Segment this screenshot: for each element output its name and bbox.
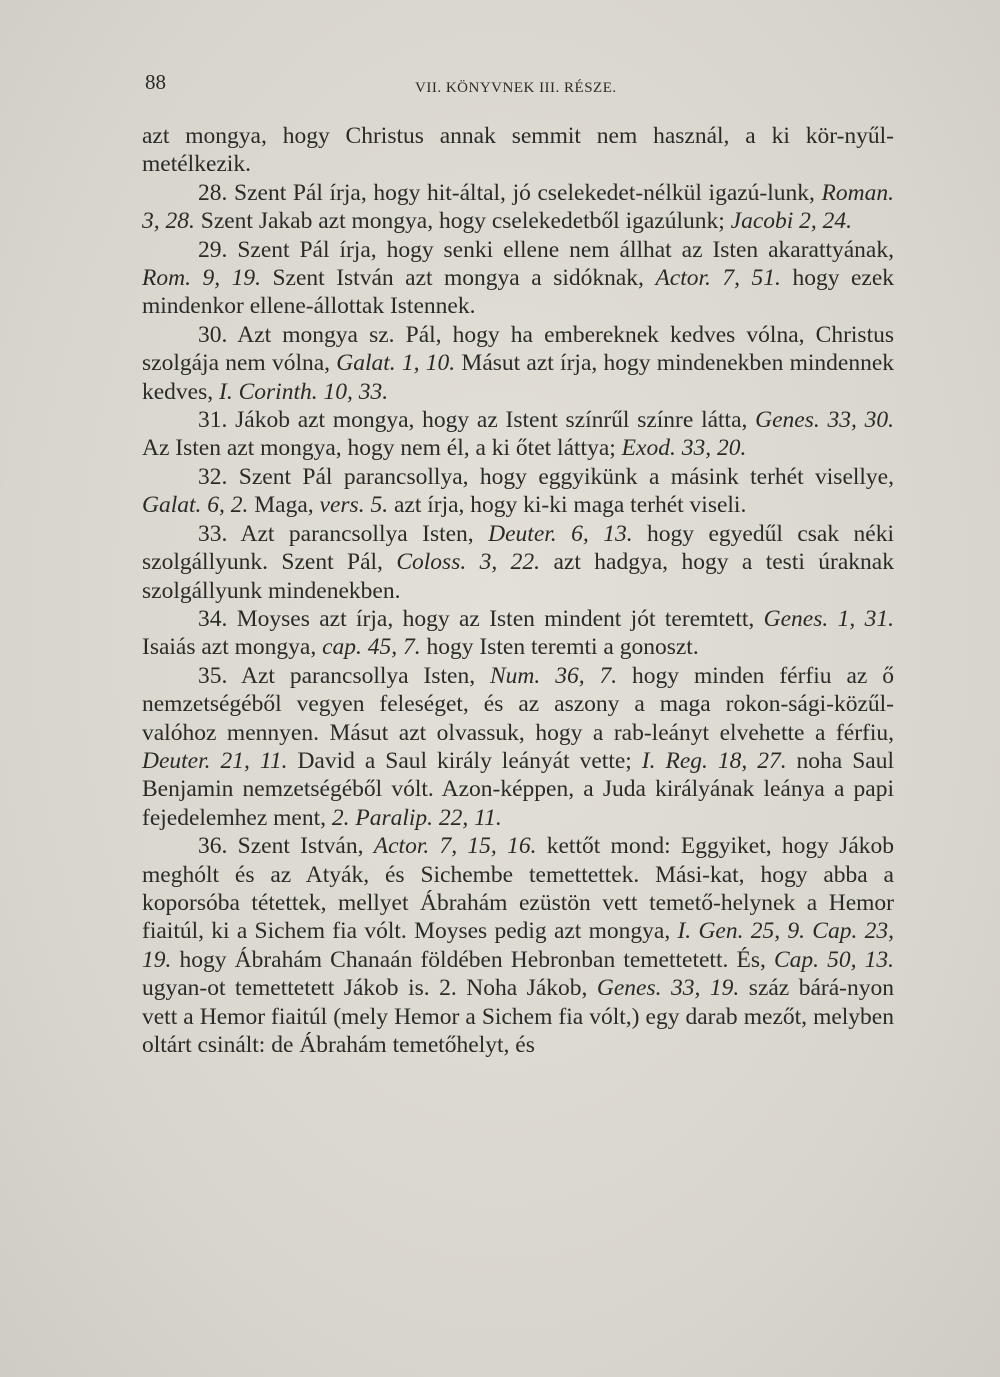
scripture-reference: Genes. 33, 19.: [596, 975, 740, 1002]
scripture-reference: vers. 5.: [319, 492, 389, 519]
scripture-reference: Cap. 50, 13.: [773, 946, 894, 973]
paragraph-text: Szent István azt mongya a sidóknak,: [260, 265, 656, 292]
scripture-reference: Galat. 1, 10.: [336, 350, 456, 377]
scripture-reference: Actor. 7, 51.: [655, 265, 781, 292]
paragraph-cont: [142, 122, 894, 179]
page-header: [145, 70, 880, 100]
paragraph-29: [142, 236, 894, 321]
paragraph-text: 29. Szent Pál írja, hogy senki ellene nem állhat az Isten akarattyának,: [198, 236, 894, 263]
paragraph-text: azt írja, hogy ki-ki maga terhét viseli.: [388, 492, 747, 519]
scripture-reference: cap. 45, 7.: [322, 634, 421, 661]
scripture-reference: Deuter. 6, 13.: [488, 520, 633, 547]
running-head: VII. KÖNYVNEK III. RÉSZE.: [415, 80, 617, 96]
scripture-reference: I. Reg. 18, 27.: [641, 747, 787, 774]
paragraph-text: 36. Szent István,: [198, 833, 374, 860]
page-number: 88: [145, 70, 166, 94]
scripture-reference: Genes. 33, 30.: [755, 407, 894, 434]
paragraph-35: [142, 662, 894, 832]
paragraph-text: Isaiás azt mongya,: [142, 634, 323, 661]
paragraph-text: Maga,: [248, 492, 320, 519]
paragraph-34: [142, 605, 894, 662]
paragraph-text: David a Saul király leányát vette;: [287, 747, 642, 774]
paragraph-text: hogy egyedűl csak néki szolgállyunk. Szent Pál,: [142, 520, 894, 576]
paragraph-31: [142, 406, 894, 463]
paragraph-30: [142, 321, 894, 406]
scripture-reference: I. Gen. 25, 9. Cap. 23, 19.: [142, 918, 894, 973]
paragraph-text: 32. Szent Pál parancsollya, hogy eggyikünk a másink terhét visellye,: [198, 463, 894, 490]
paragraph-text: 31. Jákob azt mongya, hogy az Istent színrűl színre látta,: [198, 407, 756, 434]
paragraph-text: 34. Moyses azt írja, hogy az Isten mindent jót teremtett,: [198, 605, 764, 632]
scripture-reference: Genes. 1, 31.: [763, 605, 895, 632]
paragraph-text: száz bárá-nyon vett a Hemor fiaitúl (mely Hemor a Sichem fia vólt,) egy darab mezőt, melyben oltárt csinált: de Ábrahám temetőhelyt, és: [142, 975, 895, 1058]
paragraph-text: 30. Azt mongya sz. Pál, hogy ha embereknek kedves vólna, Christus szolgája nem vólna,: [142, 321, 894, 377]
paragraph-text: hogy ezek mindenkor ellene-állottak Istennek.: [142, 265, 894, 320]
scripture-reference: Rom. 9, 19.: [142, 265, 261, 292]
scripture-reference: 2. Paralip. 22, 11.: [331, 804, 502, 831]
scripture-reference: Deuter. 21, 11.: [142, 747, 288, 774]
paragraph-text: noha Saul Benjamin nemzetségéből vólt. Azon-képpen, a Juda királyának leánya a papi fejedelemhez ment,: [142, 747, 894, 831]
scripture-reference: Actor. 7, 15, 16.: [373, 833, 537, 860]
paragraph-36: [142, 832, 894, 1059]
scripture-reference: I. Corinth. 10, 33.: [219, 378, 389, 405]
paragraph-text: 33. Azt parancsollya Isten,: [198, 520, 489, 547]
paragraph-text: Az Isten azt mongya, hogy nem él, a ki őtet láttya;: [142, 435, 622, 462]
scripture-reference: Galat. 6, 2.: [142, 492, 249, 519]
paragraph-text: azt mongya, hogy Christus annak semmit nem használ, a ki kör-nyűl-metélkezik.: [142, 123, 894, 178]
paragraph-text: ugyan-ot temettetett Jákob is. 2. Noha Jákob,: [142, 975, 597, 1002]
scripture-reference: Coloss. 3, 22.: [396, 549, 541, 576]
paragraph-text: hogy minden férfiu az ő nemzetségéből vegyen feleséget, és az aszony a maga rokon-sági-közűl-valóhoz mennyen. Másut azt olvassuk, hogy a rab-leányt elvehette a férfiu,: [142, 662, 894, 746]
paragraph-text: 35. Azt parancsollya Isten,: [198, 662, 490, 689]
paragraph-28: [142, 179, 894, 236]
paragraph-text: kettőt mond: Eggyiket, hogy Jákob meghólt és az Atyák, és Sichembe temettettek. Mási-kat, hogy abba a koporsóba tétettek, mellyet Ábrahám ezüstön vett temető-helynek a Hemor fiaitúl, ki a Sichem fia vólt. Moyses pedig azt mongya,: [142, 833, 895, 945]
body-text: [142, 122, 894, 1059]
paragraph-text: Szent Jakab azt mongya, hogy cselekedetből igazúlunk;: [194, 208, 731, 235]
paragraph-33: [142, 520, 894, 605]
paragraph-text: azt hadgya, hogy a testi úraknak szolgállyunk mindenekben.: [142, 549, 894, 604]
paragraph-text: hogy Isten teremti a gonoszt.: [420, 634, 699, 661]
paragraph-text: hogy Ábrahám Chanaán földében Hebronban temettetett. És,: [171, 946, 774, 973]
scripture-reference: Exod. 33, 20.: [621, 435, 747, 462]
scripture-reference: Roman. 3, 28.: [142, 179, 894, 235]
scripture-reference: Jacobi 2, 24.: [730, 208, 853, 235]
paragraph-text: Másut azt írja, hogy mindenekben mindennek kedves,: [142, 350, 895, 405]
scripture-reference: Num. 36, 7.: [490, 662, 618, 689]
paragraph-text: 28. Szent Pál írja, hogy hit-által, jó cselekedet-nélkül igazú-lunk,: [198, 179, 822, 206]
paragraph-32: [142, 463, 894, 520]
